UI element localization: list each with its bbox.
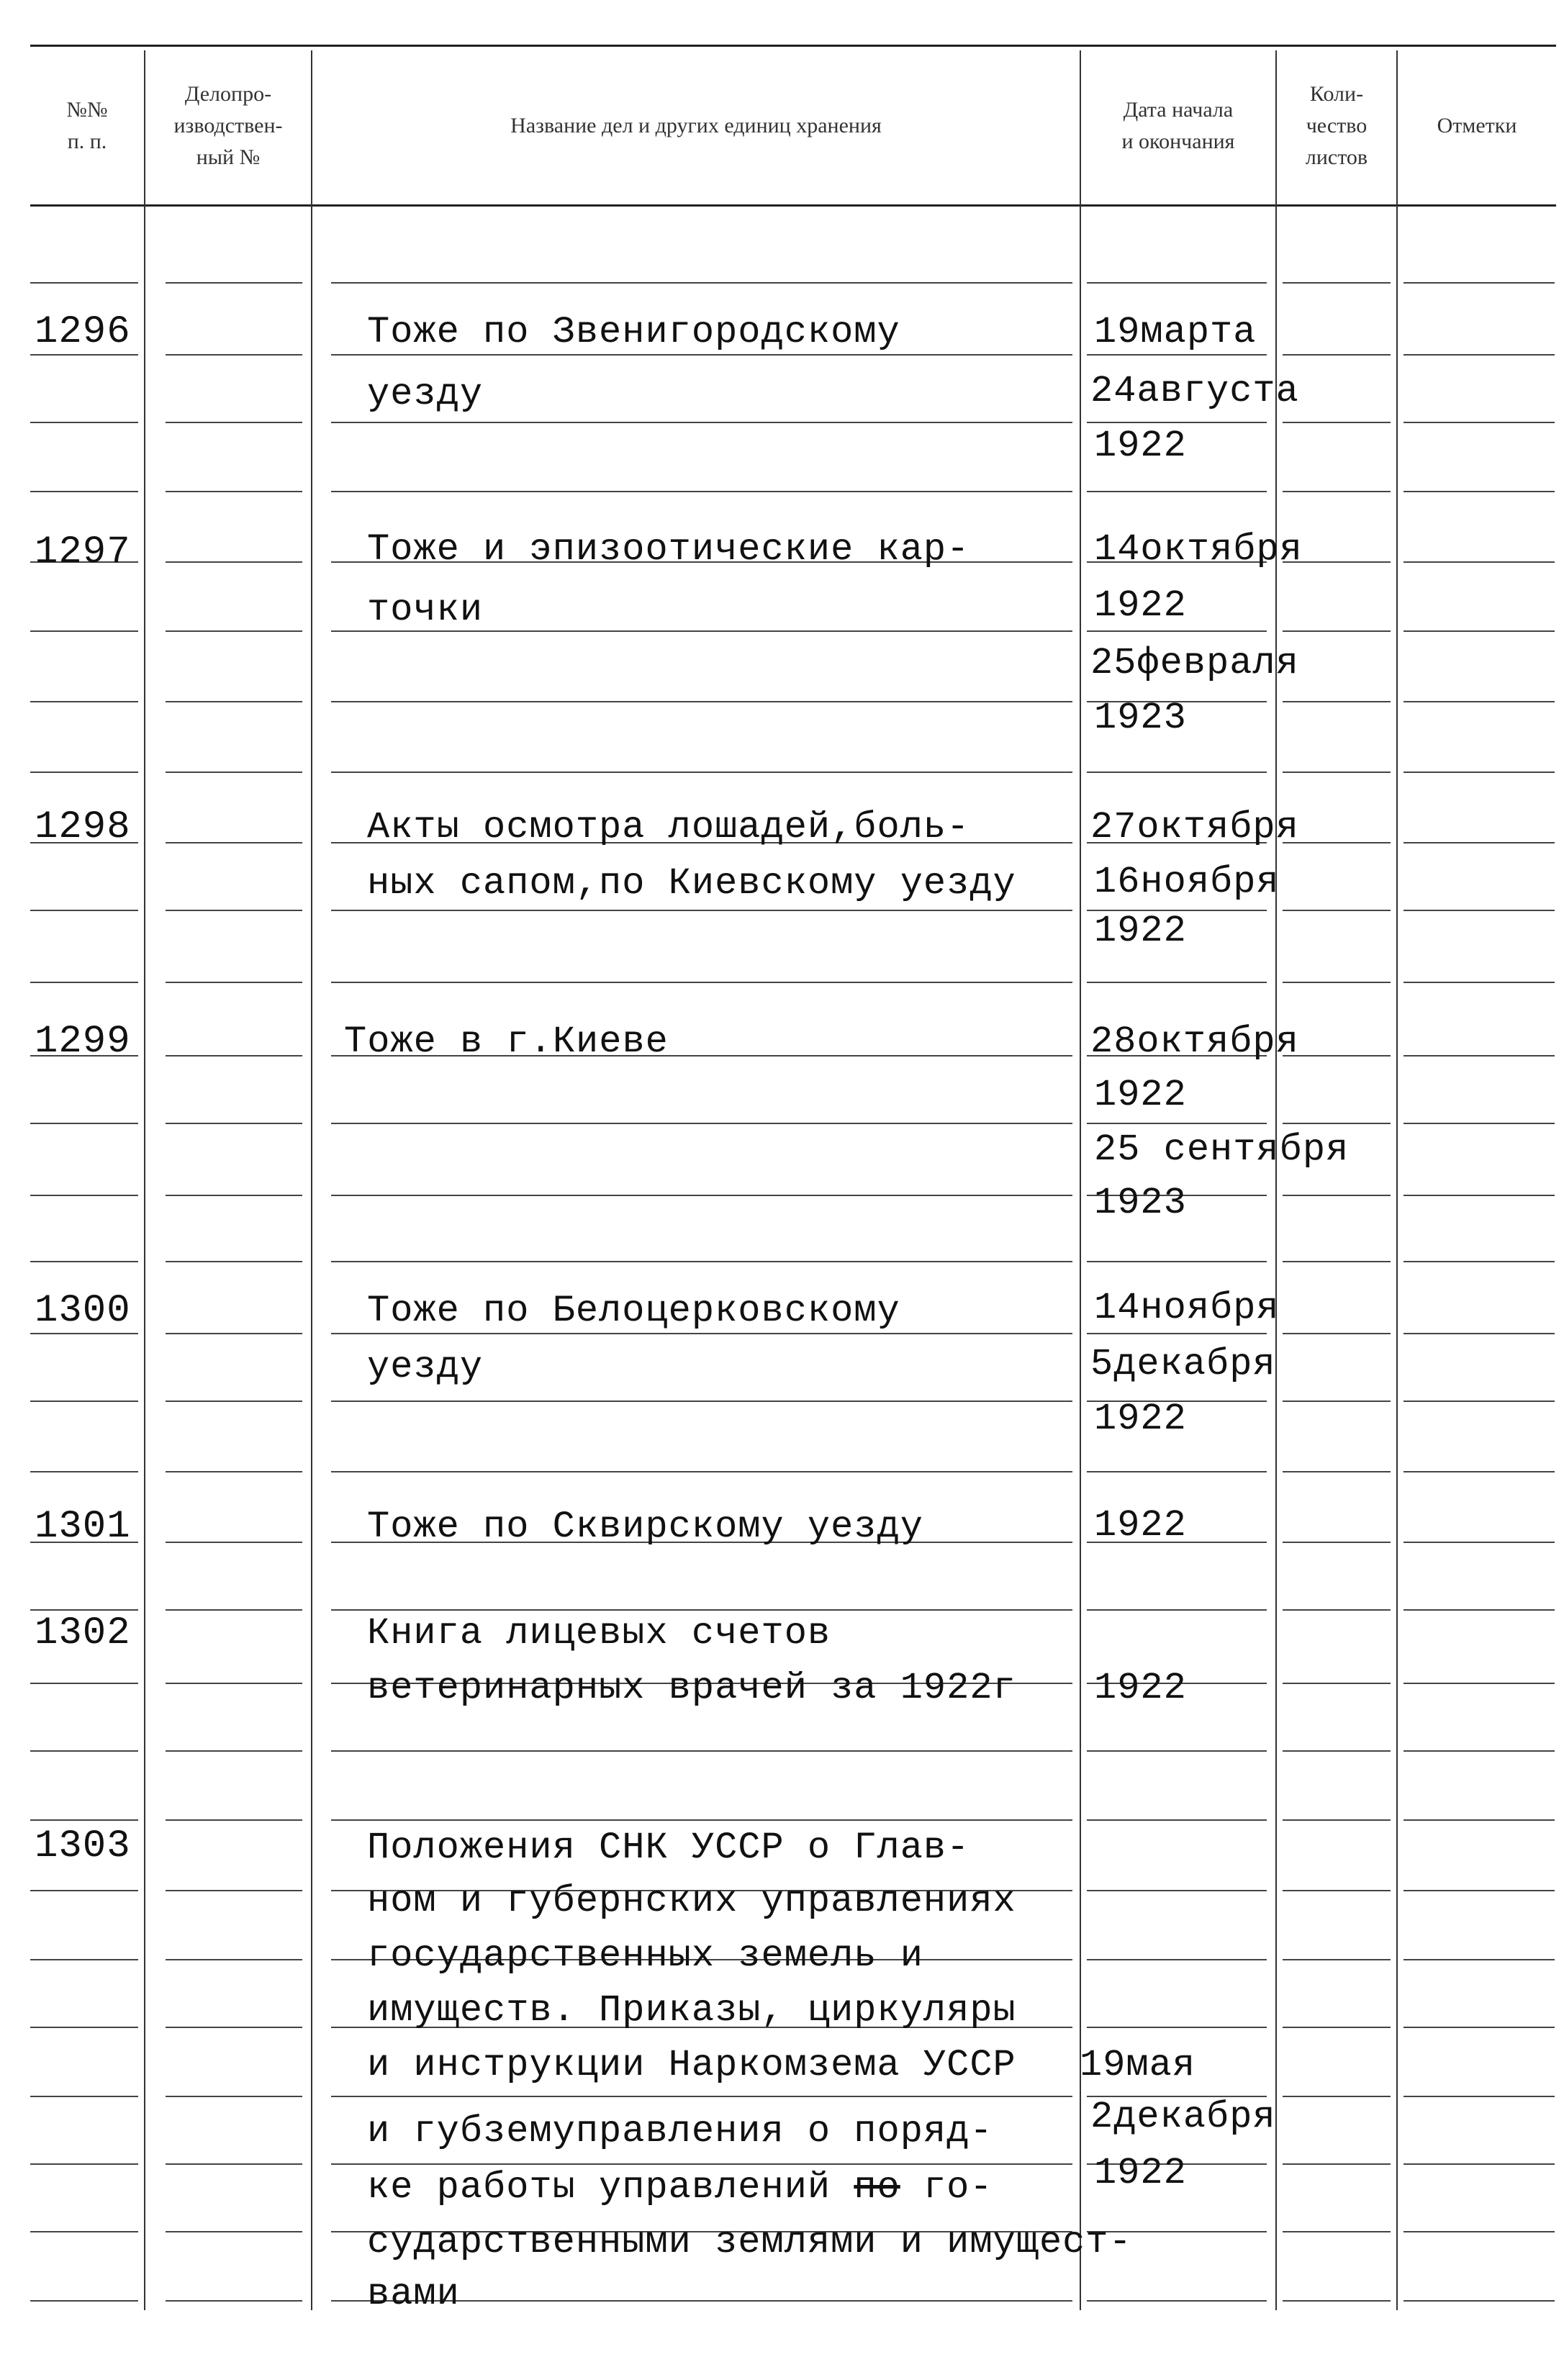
ruled-line — [1283, 630, 1391, 632]
record-number: 1296 — [35, 310, 131, 354]
ruled-line — [30, 1609, 138, 1611]
ruled-line — [166, 630, 302, 632]
ruled-line — [1403, 282, 1555, 284]
ruled-line — [1087, 1750, 1267, 1752]
ruled-line — [166, 2300, 302, 2302]
ruled-line — [166, 2027, 302, 2028]
ruled-line — [1283, 1123, 1391, 1124]
ruled-line — [30, 2096, 138, 2097]
ruled-line — [166, 491, 302, 492]
ruled-line — [1283, 2163, 1391, 2165]
record-title-line: точки — [367, 589, 484, 631]
ruled-line — [331, 422, 1072, 423]
ruled-line — [1403, 842, 1555, 843]
record-date-line: 14октября — [1094, 528, 1303, 571]
ruled-line — [1087, 772, 1267, 773]
ruled-line — [30, 701, 138, 702]
ruled-line — [30, 2163, 138, 2165]
ruled-line — [166, 1195, 302, 1196]
ruled-line — [1087, 354, 1267, 356]
record-date-line: 1922 — [1094, 1398, 1187, 1440]
ruled-line — [166, 701, 302, 702]
record-title-line: уезду — [367, 1346, 484, 1388]
ruled-line — [30, 1819, 138, 1821]
ruled-line — [166, 1401, 302, 1402]
ruled-line — [1283, 1333, 1391, 1334]
ruled-line — [30, 2027, 138, 2028]
record-title-line: Тоже по Звенигородскому — [367, 311, 900, 353]
record-date-line: 25 сентября — [1094, 1128, 1350, 1171]
record-number: 1301 — [35, 1505, 131, 1549]
ruled-line — [331, 1609, 1072, 1611]
column-divider-1 — [144, 50, 145, 2310]
ruled-line — [331, 1123, 1072, 1124]
header-office-number: Делопро- изводствен- ный № — [173, 82, 283, 169]
record-title-line: вами — [367, 2273, 460, 2315]
ruled-line — [30, 1471, 138, 1472]
record-title-line: Положения СНК УССР о Глав- — [367, 1827, 970, 1869]
ruled-line — [30, 1195, 138, 1196]
ruled-line — [1283, 701, 1391, 702]
record-date-line: 1923 — [1094, 1182, 1187, 1224]
record-date-line: 5декабря — [1090, 1343, 1276, 1385]
record-title-line: имуществ. Приказы, циркуляры — [367, 1989, 1016, 2032]
ruled-line — [30, 1890, 138, 1891]
record-title-line: сударственными землями и имущест- — [367, 2221, 1132, 2263]
ruled-line — [1403, 630, 1555, 632]
record-number: 1297 — [35, 530, 131, 574]
ruled-line — [1283, 2027, 1391, 2028]
ruled-line — [1403, 982, 1555, 983]
ruled-line — [1403, 2027, 1555, 2028]
ruled-line — [166, 1959, 302, 1960]
ruled-line — [1283, 1819, 1391, 1821]
ruled-line — [1087, 422, 1267, 423]
ruled-line — [1283, 772, 1391, 773]
record-date-line: 14ноября — [1094, 1287, 1280, 1329]
ruled-line — [166, 772, 302, 773]
record-number: 1302 — [35, 1611, 131, 1655]
ruled-line — [166, 561, 302, 563]
record-date-line: 28октября — [1090, 1021, 1299, 1063]
ruled-line — [1283, 982, 1391, 983]
ruled-line — [1403, 1123, 1555, 1124]
ruled-line — [1283, 910, 1391, 911]
record-date-line: 25февраля — [1090, 642, 1299, 684]
ruled-line — [30, 630, 138, 632]
ruled-line — [1087, 491, 1267, 492]
ruled-line — [331, 910, 1072, 911]
header-notes: Отметки — [1437, 114, 1517, 137]
ruled-line — [30, 2231, 138, 2232]
ruled-line — [166, 1609, 302, 1611]
record-title-line: и инструкции Наркомзема УССР — [367, 2044, 1016, 2086]
ruled-line — [1087, 1123, 1267, 1124]
ruled-line — [1283, 422, 1391, 423]
ruled-line — [166, 422, 302, 423]
record-date-line: 1922 — [1094, 2152, 1187, 2194]
header-bottom-rule — [30, 204, 1556, 207]
ruled-line — [331, 982, 1072, 983]
ruled-line — [30, 910, 138, 911]
ruled-line — [1403, 2163, 1555, 2165]
ruled-line — [1087, 1471, 1267, 1472]
ruled-line — [331, 1750, 1072, 1752]
ruled-line — [1283, 354, 1391, 356]
ruled-line — [1403, 2300, 1555, 2302]
ruled-line — [1283, 282, 1391, 284]
header-dates: Дата начала и окончания — [1121, 98, 1235, 153]
ruled-line — [30, 1750, 138, 1752]
record-title-line: Акты осмотра лошадей,боль- — [367, 806, 970, 849]
ruled-line — [1403, 701, 1555, 702]
record-number: 1303 — [35, 1824, 131, 1868]
ruled-line — [331, 1471, 1072, 1472]
ruled-line — [1283, 1401, 1391, 1402]
ruled-line — [1403, 1609, 1555, 1611]
ruled-line — [1403, 1333, 1555, 1334]
ruled-line — [1283, 491, 1391, 492]
title-fragment: ке работы управлений — [367, 2166, 854, 2209]
ruled-line — [331, 1333, 1072, 1334]
ruled-line — [1403, 1055, 1555, 1056]
ruled-line — [331, 282, 1072, 284]
ruled-line — [30, 491, 138, 492]
ruled-line — [1283, 1542, 1391, 1543]
record-number: 1300 — [35, 1289, 131, 1333]
record-date-line: 1922 — [1094, 425, 1187, 467]
ruled-line — [30, 422, 138, 423]
ruled-line — [30, 1333, 138, 1334]
ruled-line — [1283, 1195, 1391, 1196]
record-number: 1299 — [35, 1020, 131, 1064]
record-title-line: государственных земель и — [367, 1935, 923, 1977]
ruled-line — [166, 910, 302, 911]
ruled-line — [30, 282, 138, 284]
ruled-line — [1403, 2231, 1555, 2232]
ruled-line — [1087, 1609, 1267, 1611]
ruled-line — [331, 491, 1072, 492]
ruled-line — [1087, 630, 1267, 632]
ruled-line — [331, 1401, 1072, 1402]
ruled-line — [166, 1471, 302, 1472]
header-title: Название дел и других единиц хранения — [510, 114, 882, 137]
ruled-line — [166, 1683, 302, 1684]
ruled-line — [166, 282, 302, 284]
ruled-line — [1403, 1890, 1555, 1891]
ruled-line — [1403, 1471, 1555, 1472]
ruled-line — [30, 1959, 138, 1960]
ruled-line — [1403, 1683, 1555, 1684]
record-date-line: 16ноября — [1094, 861, 1280, 903]
ruled-line — [166, 982, 302, 983]
ruled-line — [30, 2300, 138, 2302]
ruled-line — [1283, 2096, 1391, 2097]
ruled-line — [166, 1890, 302, 1891]
ruled-line — [166, 1750, 302, 1752]
record-title-line: Книга лицевых счетов — [367, 1612, 831, 1655]
ruled-line — [331, 701, 1072, 702]
ruled-line — [331, 772, 1072, 773]
ruled-line — [30, 1261, 138, 1262]
record-title-line: Тоже по Сквирскому уезду — [367, 1506, 923, 1548]
record-title-line — [367, 2166, 993, 2209]
ruled-line — [1283, 1959, 1391, 1960]
record-date-line: 19марта — [1094, 311, 1257, 353]
column-divider-5 — [1396, 50, 1398, 2310]
ruled-line — [166, 1819, 302, 1821]
record-date-line: 1923 — [1094, 697, 1187, 739]
ruled-line — [1283, 1890, 1391, 1891]
struck-word: по — [854, 2166, 900, 2209]
ruled-line — [30, 1123, 138, 1124]
record-title-line: и губземуправления о поряд- — [367, 2110, 993, 2153]
ruled-line — [1087, 1959, 1267, 1960]
record-date-line: 2декабря — [1090, 2096, 1276, 2138]
ruled-line — [1403, 1542, 1555, 1543]
ruled-line — [166, 1333, 302, 1334]
column-divider-2 — [311, 50, 312, 2310]
ruled-line — [1403, 1401, 1555, 1402]
ruled-line — [1403, 1750, 1555, 1752]
record-title-line: ных сапом,по Киевскому уезду — [367, 862, 1016, 905]
ruled-line — [166, 1123, 302, 1124]
ruled-line — [1087, 282, 1267, 284]
header-sheets: Коли- чество листов — [1305, 82, 1368, 169]
ruled-line — [166, 354, 302, 356]
ruled-line — [1283, 1683, 1391, 1684]
ruled-line — [166, 1055, 302, 1056]
ruled-line — [1283, 2231, 1391, 2232]
record-date-line: 1922 — [1094, 910, 1187, 952]
ruled-line — [1087, 982, 1267, 983]
ruled-line — [1087, 1261, 1267, 1262]
ruled-line — [331, 1819, 1072, 1821]
record-date-line: 1922 — [1094, 1074, 1187, 1116]
record-date-line: 19мая — [1080, 2044, 1196, 2086]
record-title-line: Тоже в г.Киеве — [344, 1021, 669, 1063]
ruled-line — [166, 1542, 302, 1543]
ruled-line — [331, 354, 1072, 356]
ruled-line — [1283, 1750, 1391, 1752]
ruled-line — [1283, 2300, 1391, 2302]
ruled-line — [30, 772, 138, 773]
ruled-line — [1087, 1890, 1267, 1891]
ruled-line — [1403, 1261, 1555, 1262]
ruled-line — [1403, 1819, 1555, 1821]
ruled-line — [1087, 2027, 1267, 2028]
column-divider-3 — [1080, 50, 1081, 2310]
title-fragment: го- — [900, 2166, 993, 2209]
ruled-line — [30, 982, 138, 983]
record-title-line: ветеринарных врачей за 1922г — [367, 1667, 1016, 1709]
ruled-line — [1087, 1819, 1267, 1821]
ruled-line — [1403, 1959, 1555, 1960]
ruled-line — [331, 1261, 1072, 1262]
ruled-line — [331, 2163, 1072, 2165]
ruled-line — [1087, 1333, 1267, 1334]
ruled-line — [166, 2231, 302, 2232]
record-title-line: Тоже и эпизоотические кар- — [367, 528, 970, 571]
record-date-line: 27октября — [1090, 806, 1299, 849]
ruled-line — [30, 354, 138, 356]
header-number: №№ п. п. — [66, 98, 108, 153]
ruled-line — [166, 842, 302, 843]
ruled-line — [166, 1261, 302, 1262]
ruled-line — [1087, 2300, 1267, 2302]
ruled-line — [30, 1401, 138, 1402]
ruled-line — [331, 1195, 1072, 1196]
record-number: 1298 — [35, 805, 131, 849]
record-date-line: 1922 — [1094, 1667, 1187, 1709]
ruled-line — [1403, 354, 1555, 356]
ruled-line — [331, 2096, 1072, 2097]
ruled-line — [1403, 491, 1555, 492]
ruled-line — [1403, 422, 1555, 423]
ruled-line — [1283, 1471, 1391, 1472]
ruled-line — [1403, 910, 1555, 911]
record-title-line: Тоже по Белоцерковскому — [367, 1290, 900, 1332]
ruled-line — [1403, 772, 1555, 773]
header-top-rule — [30, 45, 1556, 47]
record-date-line: 1922 — [1094, 1504, 1187, 1547]
ruled-line — [1403, 2096, 1555, 2097]
record-date-line: 24августа — [1090, 370, 1299, 412]
ruled-line — [1403, 1195, 1555, 1196]
ruled-line — [1403, 561, 1555, 563]
record-title-line: ном и губернских управлениях — [367, 1880, 1016, 1922]
ruled-line — [166, 2096, 302, 2097]
ruled-line — [166, 2163, 302, 2165]
ruled-line — [1283, 1261, 1391, 1262]
record-date-line: 1922 — [1094, 584, 1187, 627]
record-title-line: уезду — [367, 373, 484, 415]
ruled-line — [1283, 1609, 1391, 1611]
ruled-line — [30, 1683, 138, 1684]
